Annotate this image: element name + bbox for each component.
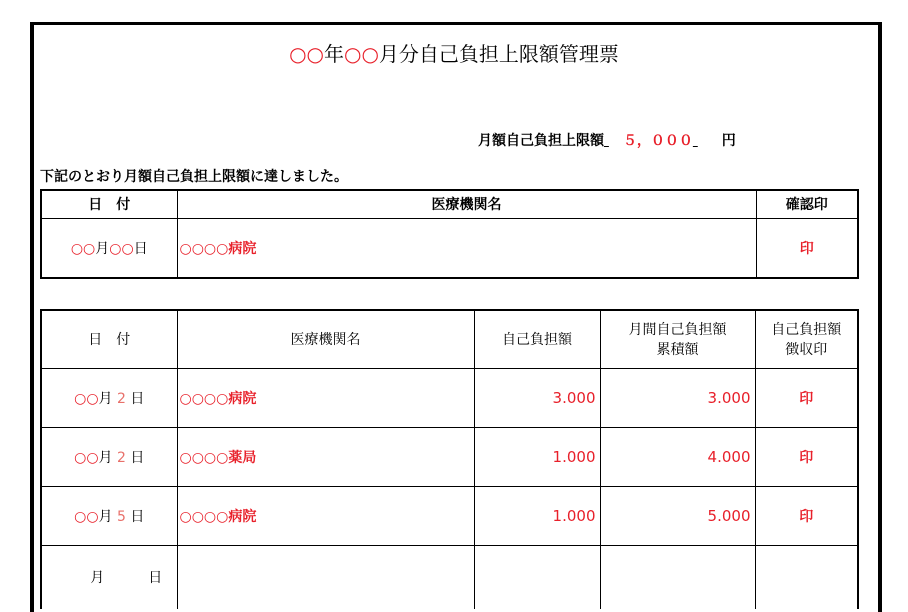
limit-confirmation-table [40,189,859,279]
header-date: 日 付 [41,310,177,368]
title-month-placeholder: ○○ [344,42,379,66]
table-header-row [41,190,858,218]
day-unit: 日 [130,390,145,407]
day-unit: 日 [133,240,148,257]
self-pay-amount: 1.000 [474,427,600,486]
collected-seal: 印 [755,486,858,545]
cumulative-amount [600,545,755,609]
month-value: ○○ [74,449,99,466]
month-value: ○○ [74,390,99,407]
header-cumulative-line2: 累積額 [656,342,699,359]
month-unit: 月 [98,390,113,407]
day-unit: 日 [130,508,145,525]
header-self-pay: 自己負担額 [474,310,600,368]
month-unit: 月 [90,570,105,587]
table-row [41,486,858,545]
monthly-limit [478,130,736,150]
date-cell [41,427,177,486]
title-year-placeholder: ○○ [289,42,324,66]
self-pay-amount: 1.000 [474,486,600,545]
table-header-row [41,310,858,368]
header-cumulative-line1: 月間自己負担額 [628,322,727,339]
month-unit: 月 [98,508,113,525]
page-title [0,38,908,67]
monthly-limit-unit: 円 [721,133,736,149]
self-pay-amount [474,545,600,609]
title-text: 月分自己負担上限額管理票 [378,42,619,66]
cumulative-amount: 4.000 [600,427,755,486]
date-cell [41,218,177,278]
institution-name: ○○○○病院 [177,486,474,545]
title-year-label: 年 [324,42,344,66]
header-cumulative [600,310,755,368]
self-pay-record-table [40,309,859,609]
table-row [41,218,858,278]
monthly-limit-value: ５，０００ [622,133,693,149]
month-value: ○○ [70,240,96,257]
day-value: 2 [117,390,126,407]
confirm-seal: 印 [756,218,858,278]
header-confirm-seal: 確認印 [756,190,858,218]
header-collected-seal [755,310,858,368]
header-institution: 医療機関名 [177,310,474,368]
date-cell [41,486,177,545]
month-value: ○○ [74,508,99,525]
header-institution: 医療機関名 [177,190,756,218]
header-collected-line2: 徴収印 [785,342,828,359]
header-date: 日 付 [41,190,177,218]
self-pay-amount: 3.000 [474,368,600,427]
monthly-limit-label: 月額自己負担上限額 [478,133,604,149]
table-row [41,368,858,427]
header-collected-line1: 自己負担額 [771,322,842,339]
day-value: ○○ [109,240,134,257]
table-row-empty [41,545,858,609]
limit-reached-note: 下記のとおり月額自己負担上限額に達しました。 [40,169,348,185]
month-unit: 月 [95,240,110,257]
cumulative-amount: 3.000 [600,368,755,427]
day-value: 2 [117,449,126,466]
date-cell [41,545,177,609]
day-unit: 日 [130,449,145,466]
day-unit: 日 [148,570,163,587]
month-unit: 月 [98,449,113,466]
collected-seal: 印 [755,368,858,427]
date-cell [41,368,177,427]
cumulative-amount: 5.000 [600,486,755,545]
institution-name: ○○○○病院 [177,368,474,427]
table-row [41,427,858,486]
institution-name [177,545,474,609]
institution-name: ○○○○薬局 [177,427,474,486]
collected-seal: 印 [755,427,858,486]
institution-name: ○○○○病院 [177,218,756,278]
collected-seal [755,545,858,609]
day-value: 5 [117,508,126,525]
